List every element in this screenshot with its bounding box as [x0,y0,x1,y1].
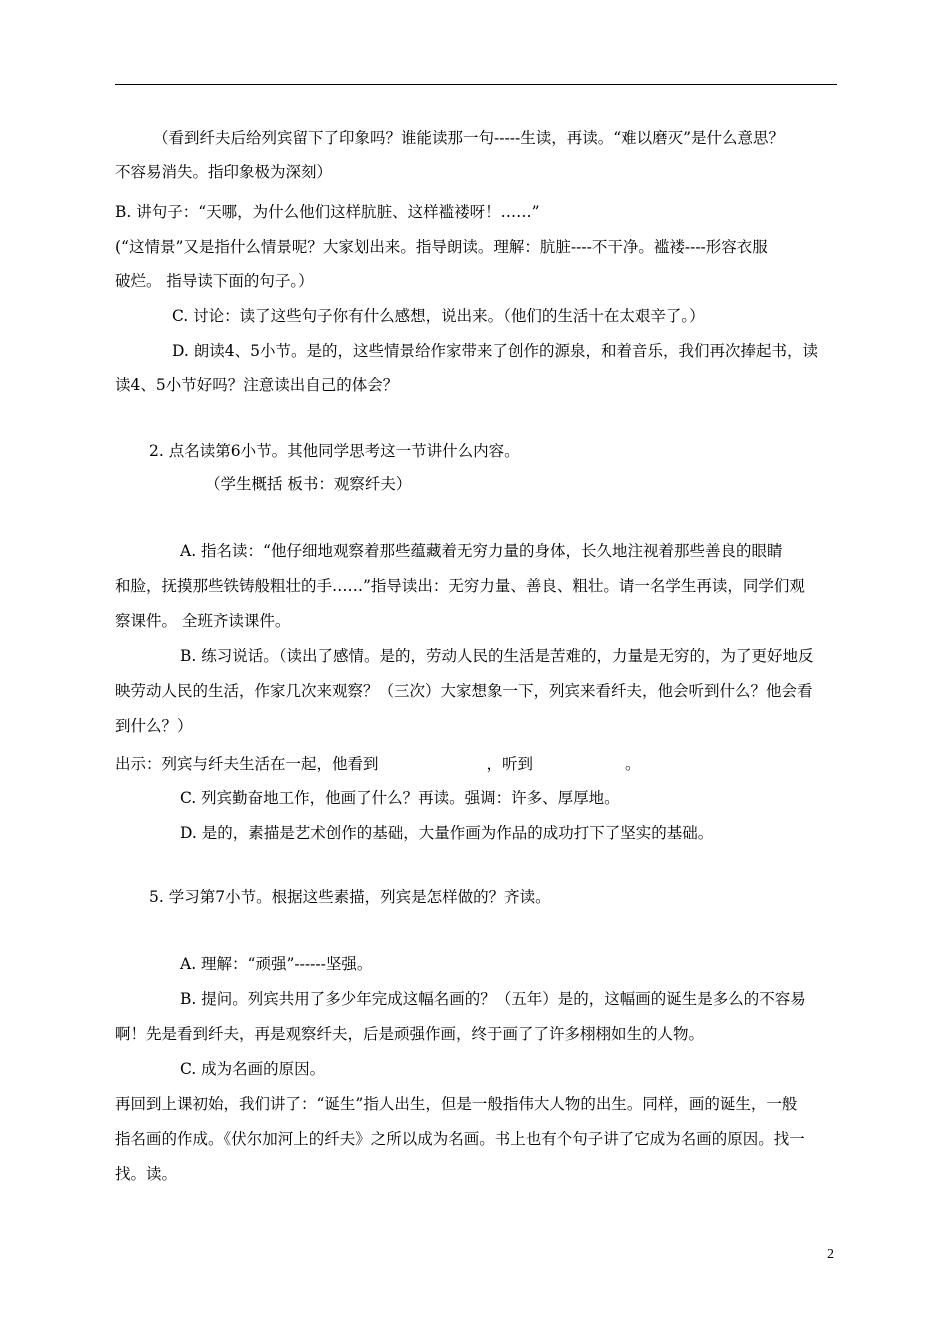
text-line: C. 讨论：读了这些句子你有什么感想，说出来。（他们的生活十在太艰辛了。） [172,307,705,325]
text-line: 再回到上课初始，我们讲了：“诞生”指人出生，但是一般指伟大人物的出生。同样，画的诞生，一般 [115,1095,798,1113]
text-line: 映劳动人民的生活，作家几次来观察？（三次）大家想象一下，列宾来看纤夫，他会听到什么？他会看 [115,682,813,700]
text-line: （看到纤夫后给列宾留下了印象吗？谁能读那一句-----生读，再读。“难以磨灭”是什么意思？ [153,129,785,147]
text-line: A. 理解：“顽强”------坚强。 [180,955,373,973]
text-line: B. 提问。列宾共用了多少年完成这幅名画的？（五年）是的，这幅画的诞生是多么的不容易 [180,990,806,1008]
text-line: 啊！先是看到纤夫，再是观察纤夫，后是顽强作画，终于画了了许多栩栩如生的人物。 [115,1025,705,1043]
text-line: 读4、5小节好吗？注意读出自己的体会？ [115,376,399,394]
section-heading: 2. 点名读第6小节。其他同学思考这一节讲什么内容。 [149,442,520,460]
text-line: D. 是的，素描是艺术创作的基础，大量作画为作品的成功打下了坚实的基础。 [180,824,714,842]
text-line: 指名画的作成。《伏尔加河上的纤夫》之所以成为名画。书上也有个句子讲了它成为名画的原因。找一 [115,1130,805,1148]
text-line: A. 指名读：“他仔细地观察着那些蕴藏着无穷力量的身体，长久地注视着那些善良的眼睛 [180,542,783,560]
text-line: 不容易消失。指印象极为深刻） [115,163,333,181]
fill-in-text: ，听到 [486,755,534,773]
fill-in-text: 出示：列宾与纤夫生活在一起，他看到 [115,755,379,773]
text-line: 察课件。 全班齐读课件。 [115,612,291,630]
text-line: C. 成为名画的原因。 [180,1060,326,1078]
text-line: (“这情景”又是指什么情景呢？大家划出来。指导朗读。理解：肮脏----不干净。褴褛----形容衣服 [115,238,768,256]
text-line: 破烂。 指导读下面的句子。） [115,272,314,290]
text-line: B. 讲句子：“天哪，为什么他们这样肮脏、这样褴褛呀！……” [115,203,540,221]
text-line: 到什么？） [115,717,193,735]
fill-in-prompt [115,747,641,781]
fill-in-text: 。 [625,755,641,773]
text-line: C. 列宾勤奋地工作，他画了什么？再读。强调：许多、厚厚地。 [180,789,620,807]
section-heading: 5. 学习第7小节。根据这些素描，列宾是怎样做的？齐读。 [149,888,551,906]
text-line: B. 练习说话。（读出了感情。是的，劳动人民的生活是苦难的，力量是无穷的，为了更好地反 [180,647,814,665]
page-number: 2 [827,1247,834,1262]
text-line: D. 朗读4、5小节。是的，这些情景给作家带来了创作的源泉，和着音乐，我们再次捧起书，读 [172,342,818,360]
text-line: 和脸，抚摸那些铁铸般粗壮的手……”指导读出：无穷力量、善良、粗壮。请一名学生再读，同学们观 [115,577,805,595]
text-line: （学生概括 板书：观察纤夫） [205,475,412,493]
header-rule [115,84,837,85]
text-line: 找。读。 [115,1165,178,1183]
